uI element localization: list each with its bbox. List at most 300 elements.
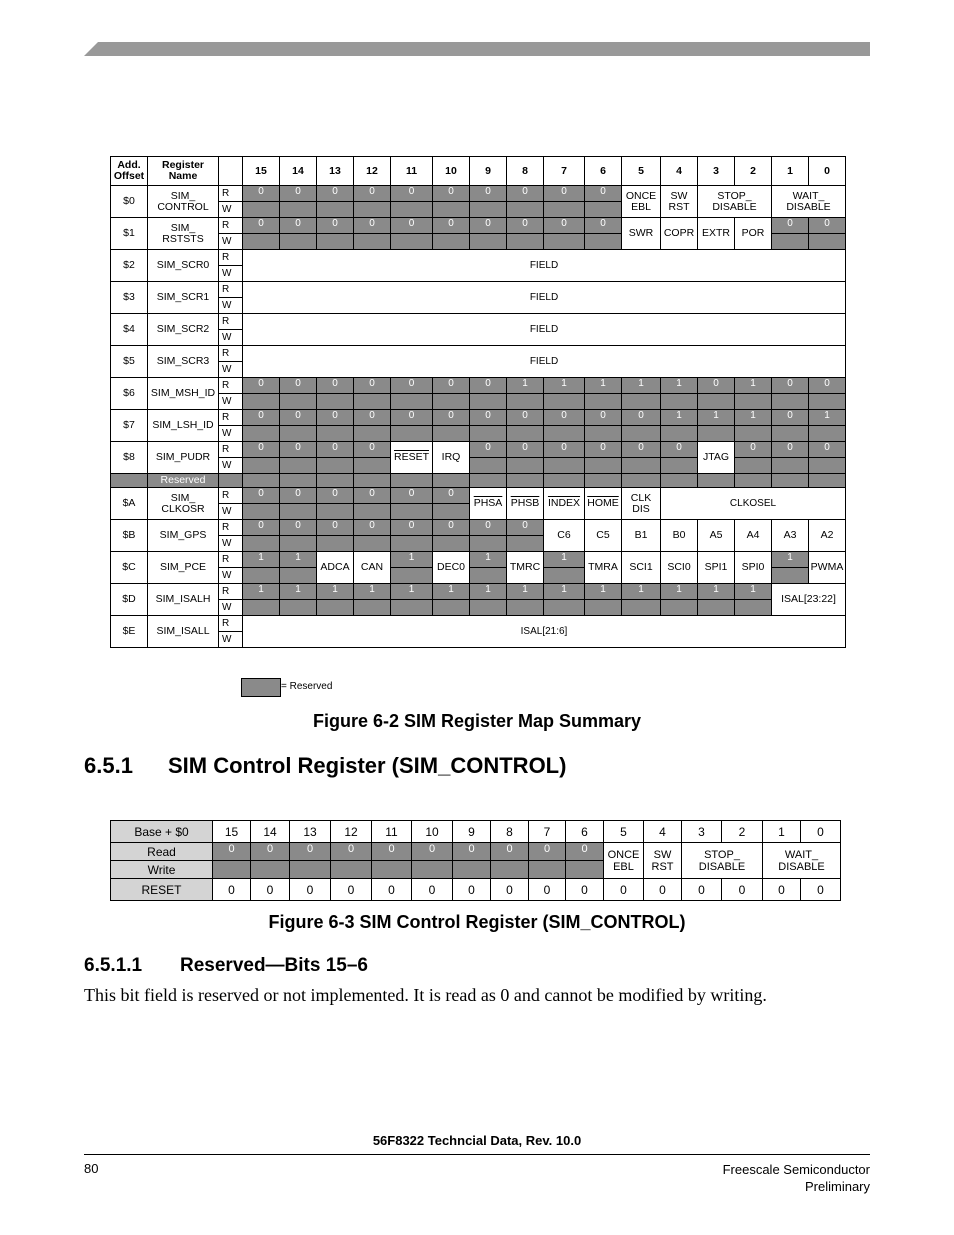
reserved-bit-value: 1 [243, 584, 280, 600]
reserved-bit-value: 1 [544, 584, 585, 600]
write-label: W [219, 266, 243, 282]
register-row-write [111, 426, 846, 442]
bit-field [735, 552, 772, 584]
read-bit-value: 0 [491, 843, 529, 861]
reserved-cell [507, 600, 544, 616]
bit-header: 0 [809, 157, 846, 186]
reserved-cell [544, 202, 585, 218]
bit-field [391, 442, 433, 474]
register-offset: $D [111, 584, 148, 616]
bit-header: 10 [412, 821, 453, 843]
bit-field [507, 488, 544, 520]
write-label: W [219, 202, 243, 218]
bit-header: 0 [801, 821, 841, 843]
read-row-label: Read [111, 843, 213, 861]
reserved-cell [433, 234, 470, 250]
register-name: SIM_SCR1 [148, 282, 219, 314]
write-row-label: Write [111, 861, 213, 879]
register-offset: $4 [111, 314, 148, 346]
company-name: Freescale Semiconductor [722, 1162, 870, 1177]
reset-bit-value: 0 [604, 879, 644, 901]
reserved-cell [391, 202, 433, 218]
register-name: SIM_ISALL [148, 616, 219, 648]
bit-field-label: SPI1 [704, 561, 728, 573]
reserved-cell [317, 202, 354, 218]
write-label: W [219, 504, 243, 520]
reserved-bit-value: 1 [622, 378, 661, 394]
bit-field [243, 250, 846, 282]
bit-header: 13 [290, 821, 331, 843]
reserved-bit-value: 1 [661, 378, 698, 394]
bit-field [661, 186, 698, 218]
reserved-bit-value: 0 [585, 218, 622, 234]
reserved-cell [585, 600, 622, 616]
bit-field [470, 488, 507, 520]
reserved-cell [772, 234, 809, 250]
bit-field [698, 218, 735, 250]
register-name: SIM_ CLKOSR [148, 488, 219, 520]
reserved-bit-value: 1 [544, 378, 585, 394]
reserved-bit-value: 0 [391, 378, 433, 394]
register-row [111, 186, 846, 202]
bit-field-label: STOP_ DISABLE [712, 189, 757, 213]
reserved-bit-value: 1 [809, 410, 846, 426]
reserved-bit-value: 0 [243, 488, 280, 504]
reserved-cell [243, 458, 280, 474]
reserved-bit-value: 0 [470, 378, 507, 394]
reserved-cell [317, 394, 354, 410]
bit-field [772, 520, 809, 552]
bit-field-label: TMRC [509, 561, 541, 573]
reserved-bit-value: 0 [470, 186, 507, 202]
read-label: R [219, 442, 243, 458]
reserved-bit-value: 1 [470, 552, 507, 568]
reserved-bit-value: 0 [243, 186, 280, 202]
bit-field [772, 584, 846, 616]
reserved-cell [280, 504, 317, 520]
bit-field-label: FIELD [529, 260, 559, 271]
bit-header: 14 [251, 821, 290, 843]
bit-field-label: A5 [709, 529, 723, 541]
reserved-cell [391, 394, 433, 410]
reserved-cell [585, 234, 622, 250]
register-offset: $B [111, 520, 148, 552]
reset-bit-value: 0 [566, 879, 604, 901]
bit-header: 9 [470, 157, 507, 186]
reserved-bit-value: 0 [433, 218, 470, 234]
register-row-write [111, 394, 846, 410]
read-bit-value: 0 [213, 843, 251, 861]
reserved-bit-value: 1 [661, 410, 698, 426]
reserved-cell [391, 504, 433, 520]
reserved-bit-value: 0 [544, 186, 585, 202]
header-banner [84, 42, 870, 56]
reserved-cell [433, 504, 470, 520]
reserved-bit-value: 0 [280, 442, 317, 458]
read-bit-value: 0 [529, 843, 566, 861]
bit-field [661, 488, 846, 520]
reserved-cell [280, 600, 317, 616]
page-number: 80 [84, 1161, 99, 1176]
reserved-bit-value: 0 [507, 520, 544, 536]
reserved-bit-value: 0 [809, 378, 846, 394]
reserved-cell [331, 861, 372, 879]
reserved-cell [622, 426, 661, 442]
reserved-bit-value: 0 [391, 186, 433, 202]
reserved-cell [280, 234, 317, 250]
reserved-cell [698, 426, 735, 442]
footer-divider [84, 1154, 870, 1155]
reserved-cell [354, 600, 391, 616]
reserved-cell [507, 234, 544, 250]
bit-header: 4 [661, 157, 698, 186]
register-map-table [110, 156, 846, 648]
reserved-cell [412, 861, 453, 879]
reserved-cell [585, 394, 622, 410]
bit-header: 5 [604, 821, 644, 843]
reserved-bit-value: 0 [280, 488, 317, 504]
reserved-cell [735, 458, 772, 474]
reset-bit-value: 0 [801, 879, 841, 901]
bit-field-label: PHSA [473, 497, 503, 509]
reserved-cell [317, 458, 354, 474]
reserved-bit-value: 0 [470, 520, 507, 536]
register-row [111, 378, 846, 394]
reserved-cell [544, 474, 585, 488]
reset-bit-value: 0 [644, 879, 682, 901]
reserved-bit-value: 1 [735, 378, 772, 394]
figure-caption: Figure 6-2 SIM Register Map Summary [312, 711, 642, 731]
reserved-cell [507, 202, 544, 218]
bit-field [585, 488, 622, 520]
bit-field [735, 218, 772, 250]
reserved-cell [809, 234, 846, 250]
reserved-cell [566, 861, 604, 879]
reserved-cell [809, 394, 846, 410]
bit-field [661, 520, 698, 552]
once-ebl-field: ONCE EBL [604, 843, 644, 879]
reserved-bit-value: 0 [470, 442, 507, 458]
bit-field-label: CLKOSEL [729, 498, 777, 509]
reserved-bit-value: 0 [317, 442, 354, 458]
reset-bit-value: 0 [372, 879, 412, 901]
offset-header: Add. Offset [111, 157, 148, 186]
register-offset: $3 [111, 282, 148, 314]
bit-header: 13 [317, 157, 354, 186]
write-label: W [219, 632, 243, 648]
bit-field-label: FIELD [529, 324, 559, 335]
bit-field-label: EXTR [701, 227, 730, 239]
read-label: R [219, 314, 243, 330]
reserved-bit-value: 0 [391, 218, 433, 234]
register-name: SIM_SCR0 [148, 250, 219, 282]
bit-field-label: B0 [672, 529, 686, 541]
register-offset: $2 [111, 250, 148, 282]
register-row [111, 282, 846, 298]
reserved-cell [354, 474, 391, 488]
reserved-bit-value: 0 [470, 218, 507, 234]
bit-field-label: ONCE EBL [625, 189, 657, 213]
reserved-bit-value: 0 [735, 442, 772, 458]
read-bit-value: 0 [372, 843, 412, 861]
bit-field [622, 552, 661, 584]
reserved-bit-value: 0 [772, 410, 809, 426]
reserved-cell [622, 474, 661, 488]
reserved-bit-value: 0 [354, 218, 391, 234]
reserved-cell [661, 474, 698, 488]
reserved-bit-value: 0 [243, 218, 280, 234]
bit-field-label: COPR [663, 227, 695, 239]
bit-field-label: PHSB [510, 497, 540, 509]
reserved-cell [317, 536, 354, 552]
reserved-cell [433, 536, 470, 552]
reserved-cell [470, 394, 507, 410]
reserved-cell [354, 202, 391, 218]
reset-bit-value: 0 [251, 879, 290, 901]
reserved-bit-value: 0 [622, 442, 661, 458]
sw-rst-field: SW RST [644, 843, 682, 879]
reserved-cell [698, 474, 735, 488]
reserved-cell [317, 600, 354, 616]
reset-bit-value: 0 [412, 879, 453, 901]
reserved-cell [491, 861, 529, 879]
subsection-title: Reserved—Bits 15–6 [180, 955, 368, 976]
bit-header: 11 [372, 821, 412, 843]
bit-header: 7 [529, 821, 566, 843]
bit-header: 9 [453, 821, 491, 843]
reserved-bit-value: 0 [354, 442, 391, 458]
register-offset: $0 [111, 186, 148, 218]
bit-field-label: IRQ [441, 451, 461, 463]
bit-header: 12 [354, 157, 391, 186]
register-row [111, 520, 846, 536]
register-row [111, 552, 846, 568]
reserved-cell [433, 426, 470, 442]
reserved-cell [372, 861, 412, 879]
bit-field-label: CLK DIS [630, 491, 652, 515]
bit-field-label: FIELD [529, 292, 559, 303]
bit-field-label: SCI1 [629, 561, 653, 573]
reserved-cell [772, 394, 809, 410]
bit-header: 3 [698, 157, 735, 186]
reserved-bit-value: 0 [507, 218, 544, 234]
reserved-cell [507, 394, 544, 410]
reserved-cell [661, 458, 698, 474]
register-name: SIM_LSH_ID [148, 410, 219, 442]
register-row [111, 616, 846, 632]
reserved-bit-value: 0 [280, 218, 317, 234]
reserved-bit-value: 1 [585, 584, 622, 600]
reserved-bit-value: 1 [507, 584, 544, 600]
bit-field [772, 186, 846, 218]
bit-field [544, 488, 585, 520]
reserved-bit-value: 1 [772, 552, 809, 568]
reserved-cell [661, 426, 698, 442]
figure-caption: Figure 6-3 SIM Control Register (SIM_CONTROL) [268, 912, 686, 932]
reserved-cell [391, 536, 433, 552]
write-label: W [219, 394, 243, 410]
reserved-cell [243, 202, 280, 218]
reserved-bit-value: 0 [280, 410, 317, 426]
bit-field-label: WAIT_ DISABLE [786, 189, 831, 213]
reserved-cell [433, 474, 470, 488]
reserved-bit-value: 1 [391, 584, 433, 600]
read-bit-value: 0 [251, 843, 290, 861]
reserved-cell [735, 474, 772, 488]
bit-header: 2 [735, 157, 772, 186]
bit-field [433, 442, 470, 474]
reserved-cell [354, 234, 391, 250]
reserved-cell [280, 426, 317, 442]
stop-disable-field: STOP_ DISABLE [682, 843, 763, 879]
reserved-cell [809, 426, 846, 442]
reserved-cell [280, 458, 317, 474]
section-title: SIM Control Register (SIM_CONTROL) [168, 753, 567, 778]
read-bit-value: 0 [331, 843, 372, 861]
reserved-bit-value: 0 [772, 218, 809, 234]
body-paragraph: This bit field is reserved or not implemented. It is read as 0 and cannot be modified by writing. [84, 985, 767, 1005]
bit-field-label: SCI0 [667, 561, 691, 573]
register-row [111, 250, 846, 266]
reset-bit-value: 0 [331, 879, 372, 901]
reserved-cell [243, 474, 280, 488]
bit-field-label: A2 [820, 529, 834, 541]
document-status: Preliminary [804, 1179, 870, 1194]
register-name: SIM_MSH_ID [148, 378, 219, 410]
reserved-bit-value: 1 [544, 552, 585, 568]
bit-field [354, 552, 391, 584]
reserved-bit-value: 0 [585, 186, 622, 202]
reserved-cell [585, 458, 622, 474]
reset-bit-value: 0 [529, 879, 566, 901]
read-label: R [219, 346, 243, 362]
bit-field [661, 218, 698, 250]
read-bit-value: 0 [453, 843, 491, 861]
reserved-cell [772, 474, 809, 488]
subsection-heading [84, 955, 368, 977]
bit-header: 8 [507, 157, 544, 186]
reserved-bit-value: 0 [809, 442, 846, 458]
reserved-cell [735, 600, 772, 616]
read-bit-value: 0 [290, 843, 331, 861]
register-name: SIM_PCE [148, 552, 219, 584]
register-row [111, 442, 846, 458]
read-label: R [219, 552, 243, 568]
reserved-cell [544, 234, 585, 250]
reserved-legend-swatch [241, 678, 281, 697]
bit-field-label: POR [741, 227, 765, 239]
reserved-cell [529, 861, 566, 879]
reserved-bit-value: 0 [544, 442, 585, 458]
reserved-bit-value: 1 [507, 378, 544, 394]
bit-field-label: INDEX [547, 497, 581, 509]
reserved-cell [111, 474, 148, 488]
reset-bit-value: 0 [722, 879, 763, 901]
reserved-bit-value: 1 [391, 552, 433, 568]
read-label: R [219, 410, 243, 426]
reserved-bit-value: 0 [354, 410, 391, 426]
write-label: W [219, 458, 243, 474]
reserved-cell [661, 600, 698, 616]
reserved-cell [470, 202, 507, 218]
reserved-bit-value: 1 [280, 552, 317, 568]
read-label: R [219, 378, 243, 394]
reserved-bit-value: 0 [433, 520, 470, 536]
reserved-cell [622, 458, 661, 474]
reserved-cell [280, 202, 317, 218]
bit-field-label: SW RST [668, 189, 690, 213]
bit-header: 4 [644, 821, 682, 843]
reserved-cell [585, 426, 622, 442]
reserved-cell [507, 458, 544, 474]
reserved-bit-value: 0 [507, 442, 544, 458]
reserved-bit-value: 0 [280, 378, 317, 394]
reserved-bit-value: 1 [735, 410, 772, 426]
bit-header: 8 [491, 821, 529, 843]
bit-field [243, 282, 846, 314]
bit-header: 2 [722, 821, 763, 843]
bit-field [698, 552, 735, 584]
reserved-cell [354, 458, 391, 474]
reserved-bit-value: 0 [280, 520, 317, 536]
bit-header: 1 [772, 157, 809, 186]
bit-field [243, 616, 846, 648]
reserved-cell [251, 861, 290, 879]
reset-bit-value: 0 [763, 879, 801, 901]
reserved-cell [433, 394, 470, 410]
reserved-cell [354, 426, 391, 442]
register-row-write [111, 458, 846, 474]
reserved-cell [243, 394, 280, 410]
reserved-cell [213, 861, 251, 879]
read-label: R [219, 250, 243, 266]
register-row [111, 584, 846, 600]
bit-header: 15 [243, 157, 280, 186]
reserved-cell [453, 861, 491, 879]
reserved-bit-value: 0 [280, 186, 317, 202]
write-label: W [219, 600, 243, 616]
reserved-cell [470, 458, 507, 474]
bit-field-label: RESET [393, 451, 429, 463]
reserved-cell [809, 474, 846, 488]
reserved-bit-value: 1 [280, 584, 317, 600]
reserved-cell [544, 426, 585, 442]
reserved-cell [280, 568, 317, 584]
bit-field [698, 520, 735, 552]
register-row-write [111, 600, 846, 616]
bit-field [622, 520, 661, 552]
reserved-cell [735, 426, 772, 442]
bit-header: 1 [763, 821, 801, 843]
reserved-cell [809, 458, 846, 474]
reserved-row-label: Reserved [148, 474, 219, 488]
reserved-cell [243, 504, 280, 520]
read-label: R [219, 282, 243, 298]
control-register-table [110, 820, 841, 901]
write-label: W [219, 362, 243, 378]
bit-field-label: SPI0 [741, 561, 765, 573]
bit-field-label: A3 [783, 529, 797, 541]
register-name: SIM_SCR2 [148, 314, 219, 346]
reserved-bit-value: 0 [622, 410, 661, 426]
bit-header: 11 [391, 157, 433, 186]
reserved-bit-value: 1 [622, 584, 661, 600]
reserved-bit-value: 0 [809, 218, 846, 234]
reserved-cell [290, 861, 331, 879]
register-name: SIM_PUDR [148, 442, 219, 474]
reserved-cell [317, 426, 354, 442]
write-label: W [219, 426, 243, 442]
